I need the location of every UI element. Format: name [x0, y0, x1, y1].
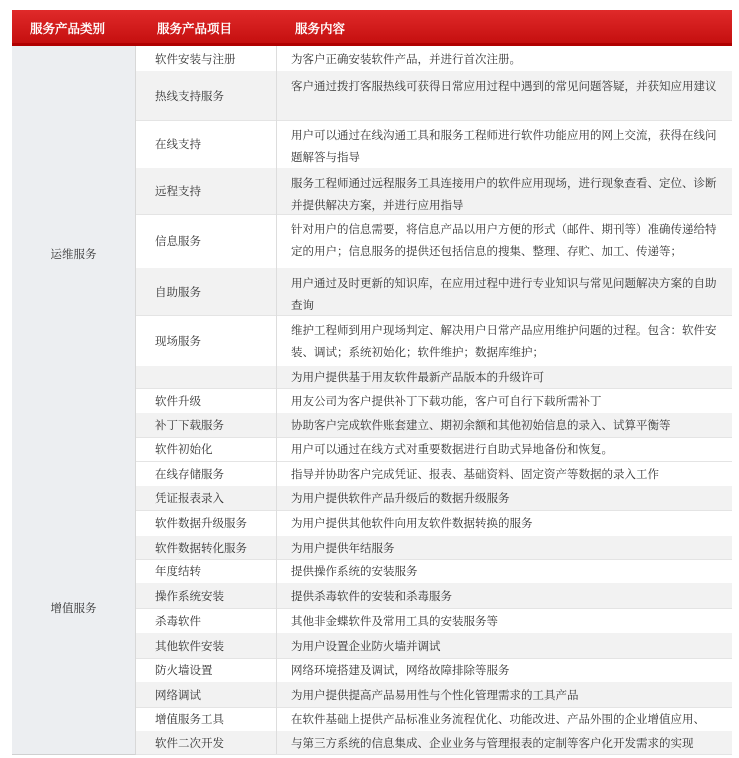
table-row: [135, 168, 732, 215]
service-item: [135, 366, 277, 388]
table-row: [135, 486, 732, 511]
service-item: 凭证报表录入: [135, 486, 277, 510]
service-item: 年度结转: [135, 559, 277, 583]
service-content: 针对用户的信息需要，将信息产品以用户方便的形式（邮件、期刊等）准确传递给特定的用户；信息服务的提供还包括信息的搜集、整理、存贮、加工、传递等；: [291, 222, 717, 258]
table-row: [135, 366, 732, 389]
service-content: 指导并协助客户完成凭证、报表、基础资料、固定资产等数据的录入工作: [291, 466, 659, 481]
service-item: 操作系统安装: [135, 583, 277, 608]
service-item: 软件初始化: [135, 437, 277, 461]
service-item: 软件数据升级服务: [135, 510, 277, 536]
service-content: 与第三方系统的信息集成、企业业务与管理报表的定制等客户化开发需求的实现: [291, 735, 694, 750]
table-row: [135, 608, 732, 634]
header-category: 服务产品类别: [30, 21, 106, 36]
table-row: [135, 214, 732, 269]
table-row: [135, 707, 732, 732]
service-content: 维护工程师到用户现场判定、解决用户日常产品应用维护问题的过程。包含：软件安装、调试；系统初始化；软件维护；数据库维护；: [291, 323, 717, 359]
service-content: 为用户提供其他软件向用友软件数据转换的服务: [291, 516, 533, 530]
service-item: 信息服务: [135, 214, 277, 268]
service-item: 软件二次开发: [135, 731, 277, 754]
service-item: 软件升级: [135, 388, 277, 413]
service-item: 软件安装与注册: [135, 46, 277, 71]
service-content: 协助客户完成软件账套建立、期初余额和其他初始信息的录入、试算平衡等: [291, 418, 671, 432]
service-item: 网络调试: [135, 682, 277, 707]
table-row: [135, 731, 732, 755]
header-content: 服务内容: [295, 21, 346, 36]
category-label: 增值服务: [50, 600, 97, 615]
service-item: 软件数据转化服务: [135, 536, 277, 559]
service-table: [12, 10, 732, 750]
table-row: [135, 46, 732, 72]
table-row: [135, 268, 732, 316]
table-row: [135, 682, 732, 708]
table-header: [12, 10, 732, 46]
service-content: 为用户提供提高产品易用性与个性化管理需求的工具产品: [291, 687, 579, 702]
service-item: 其他软件安装: [135, 633, 277, 658]
table-row: [135, 71, 732, 121]
category-cell: [12, 461, 136, 755]
category-label: 运维服务: [50, 246, 97, 261]
service-content: 服务工程师通过远程服务工具连接用户的软件应用现场，进行现象查看、定位、诊断并提供解决方案，并进行应用指导: [291, 176, 717, 212]
service-content: 为用户提供软件产品升级后的数据升级服务: [291, 491, 510, 505]
table-row: [135, 559, 732, 584]
table-row: [135, 413, 732, 438]
service-item: 远程支持: [135, 168, 277, 214]
service-item: 杀毒软件: [135, 608, 277, 633]
service-item: 自助服务: [135, 268, 277, 315]
header-item: 服务产品项目: [157, 21, 233, 36]
service-content: 客户通过拨打客服热线可获得日常应用过程中遇到的常见问题答疑，并获知应用建议: [291, 79, 717, 93]
service-content: 其他非金蝶软件及常用工具的安装服务等: [291, 613, 498, 628]
service-item: 增值服务工具: [135, 707, 277, 731]
service-content: 用户可以通过在线方式对重要数据进行自助式异地备份和恢复。: [291, 442, 613, 456]
category-cell: [12, 46, 136, 462]
service-content: 网络环境搭建及调试，网络故障排除等服务: [291, 663, 510, 677]
service-item: 热线支持服务: [135, 71, 277, 120]
service-content: 提供操作系统的安装服务: [291, 564, 418, 578]
service-item: 防火墙设置: [135, 658, 277, 682]
table-row: [135, 633, 732, 659]
service-content: 为用户提供年结服务: [291, 540, 395, 555]
service-content: 为用户提供基于用友软件最新产品版本的升级许可: [291, 370, 544, 384]
table-row: [135, 536, 732, 560]
service-item: 补丁下载服务: [135, 413, 277, 437]
service-content: 用户可以通过在线沟通工具和服务工程师进行软件功能应用的网上交流，获得在线问题解答与指导: [291, 128, 717, 164]
service-item: 在线存储服务: [135, 461, 277, 486]
table-row: [135, 658, 732, 683]
table-row: [135, 388, 732, 414]
table-row: [135, 583, 732, 609]
service-content: 为客户正确安装软件产品，并进行首次注册。: [291, 51, 521, 66]
table-row: [135, 315, 732, 367]
service-content: 在软件基础上提供产品标准业务流程优化、功能改进、产品外围的企业增值应用、: [291, 712, 705, 726]
service-content: 为用户设置企业防火墙并调试: [291, 638, 441, 653]
table-row: [135, 510, 732, 537]
service-content: 用户通过及时更新的知识库，在应用过程中进行专业知识与常见问题解决方案的自助查询: [291, 276, 717, 312]
table-row: [135, 120, 732, 169]
service-content: 提供杀毒软件的安装和杀毒服务: [291, 588, 452, 603]
service-item: 现场服务: [135, 315, 277, 366]
table-row: [135, 437, 732, 462]
table-row: [135, 461, 732, 487]
service-item: 在线支持: [135, 120, 277, 168]
service-content: 用友公司为客户提供补丁下载功能，客户可自行下载所需补丁: [291, 393, 602, 408]
